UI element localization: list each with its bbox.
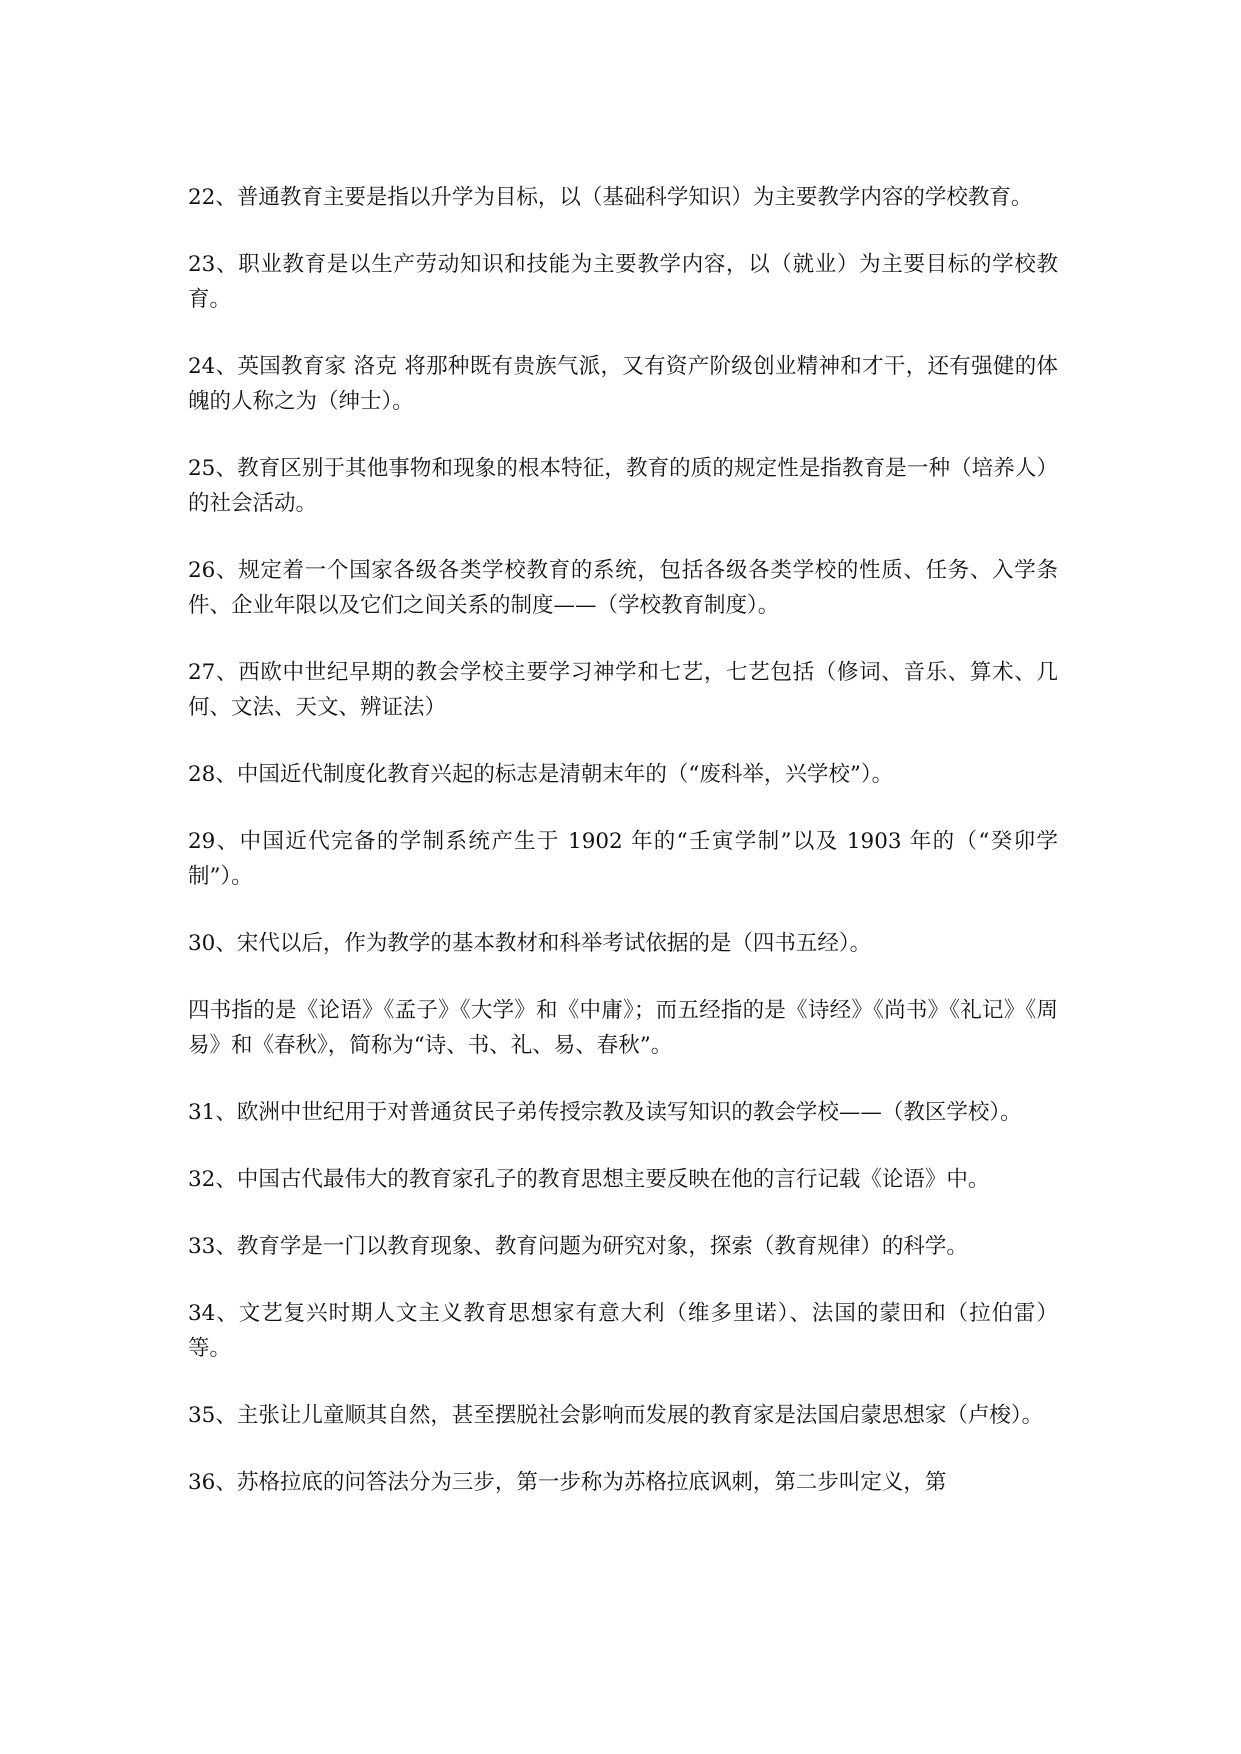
paragraph-30: 30、宋代以后，作为教学的基本教材和科举考试依据的是（四书五经）。 xyxy=(188,931,872,956)
paragraph-23: 23、职业教育是以生产劳动知识和技能为主要教学内容，以（就业）为主要目标的学校教育。 xyxy=(188,252,1058,312)
paragraph-29: 29、中国近代完备的学制系统产生于 1902 年的“壬寅学制”以及 1903 年的（“癸卯学制”）。 xyxy=(188,829,1058,889)
paragraph-35: 35、主张让儿童顺其自然，甚至摆脱社会影响而发展的教育家是法国启蒙思想家（卢梭）。 xyxy=(188,1403,1044,1428)
paragraph-31: 31、欧洲中世纪用于对普通贫民子弟传授宗教及读写知识的教会学校——（教区学校）。 xyxy=(188,1100,1022,1125)
paragraph-32: 32、中国古代最伟大的教育家孔子的教育思想主要反映在他的言行记载《论语》中。 xyxy=(188,1167,990,1192)
paragraph-28: 28、中国近代制度化教育兴起的标志是清朝末年的（“废科举，兴学校”）。 xyxy=(188,762,894,787)
paragraph-24: 24、英国教育家 洛克 将那种既有贵族气派，又有资产阶级创业精神和才干，还有强健的体魄的人称之为（绅士）。 xyxy=(188,354,1058,414)
paragraph-26: 26、规定着一个国家各级各类学校教育的系统，包括各级各类学校的性质、任务、入学条件、企业年限以及它们之间关系的制度——（学校教育制度）。 xyxy=(188,558,1058,618)
paragraph-27: 27、西欧中世纪早期的教会学校主要学习神学和七艺，七艺包括（修词、音乐、算术、几何、文法、天文、辨证法） xyxy=(188,660,1058,720)
paragraph-33: 33、教育学是一门以教育现象、教育问题为研究对象，探索（教育规律）的科学。 xyxy=(188,1234,968,1259)
paragraph-36: 36、苏格拉底的问答法分为三步，第一步称为苏格拉底讽刺，第二步叫定义，第 xyxy=(188,1470,947,1495)
paragraph-four-books-five-classics: 四书指的是《论语》《孟子》《大学》和《中庸》；而五经指的是《诗经》《尚书》《礼记》《周易》和《春秋》，简称为“诗、书、礼、易、春秋”。 xyxy=(188,998,1058,1058)
paragraph-22: 22、普通教育主要是指以升学为目标，以（基础科学知识）为主要教学内容的学校教育。 xyxy=(188,185,1033,210)
document-body xyxy=(188,180,1058,1532)
paragraph-34: 34、文艺复兴时期人文主义教育思想家有意大利（维多里诺）、法国的蒙田和（拉伯雷）等。 xyxy=(188,1301,1058,1361)
paragraph-25: 25、教育区别于其他事物和现象的根本特征，教育的质的规定性是指教育是一种（培养人）的社会活动。 xyxy=(188,456,1058,516)
